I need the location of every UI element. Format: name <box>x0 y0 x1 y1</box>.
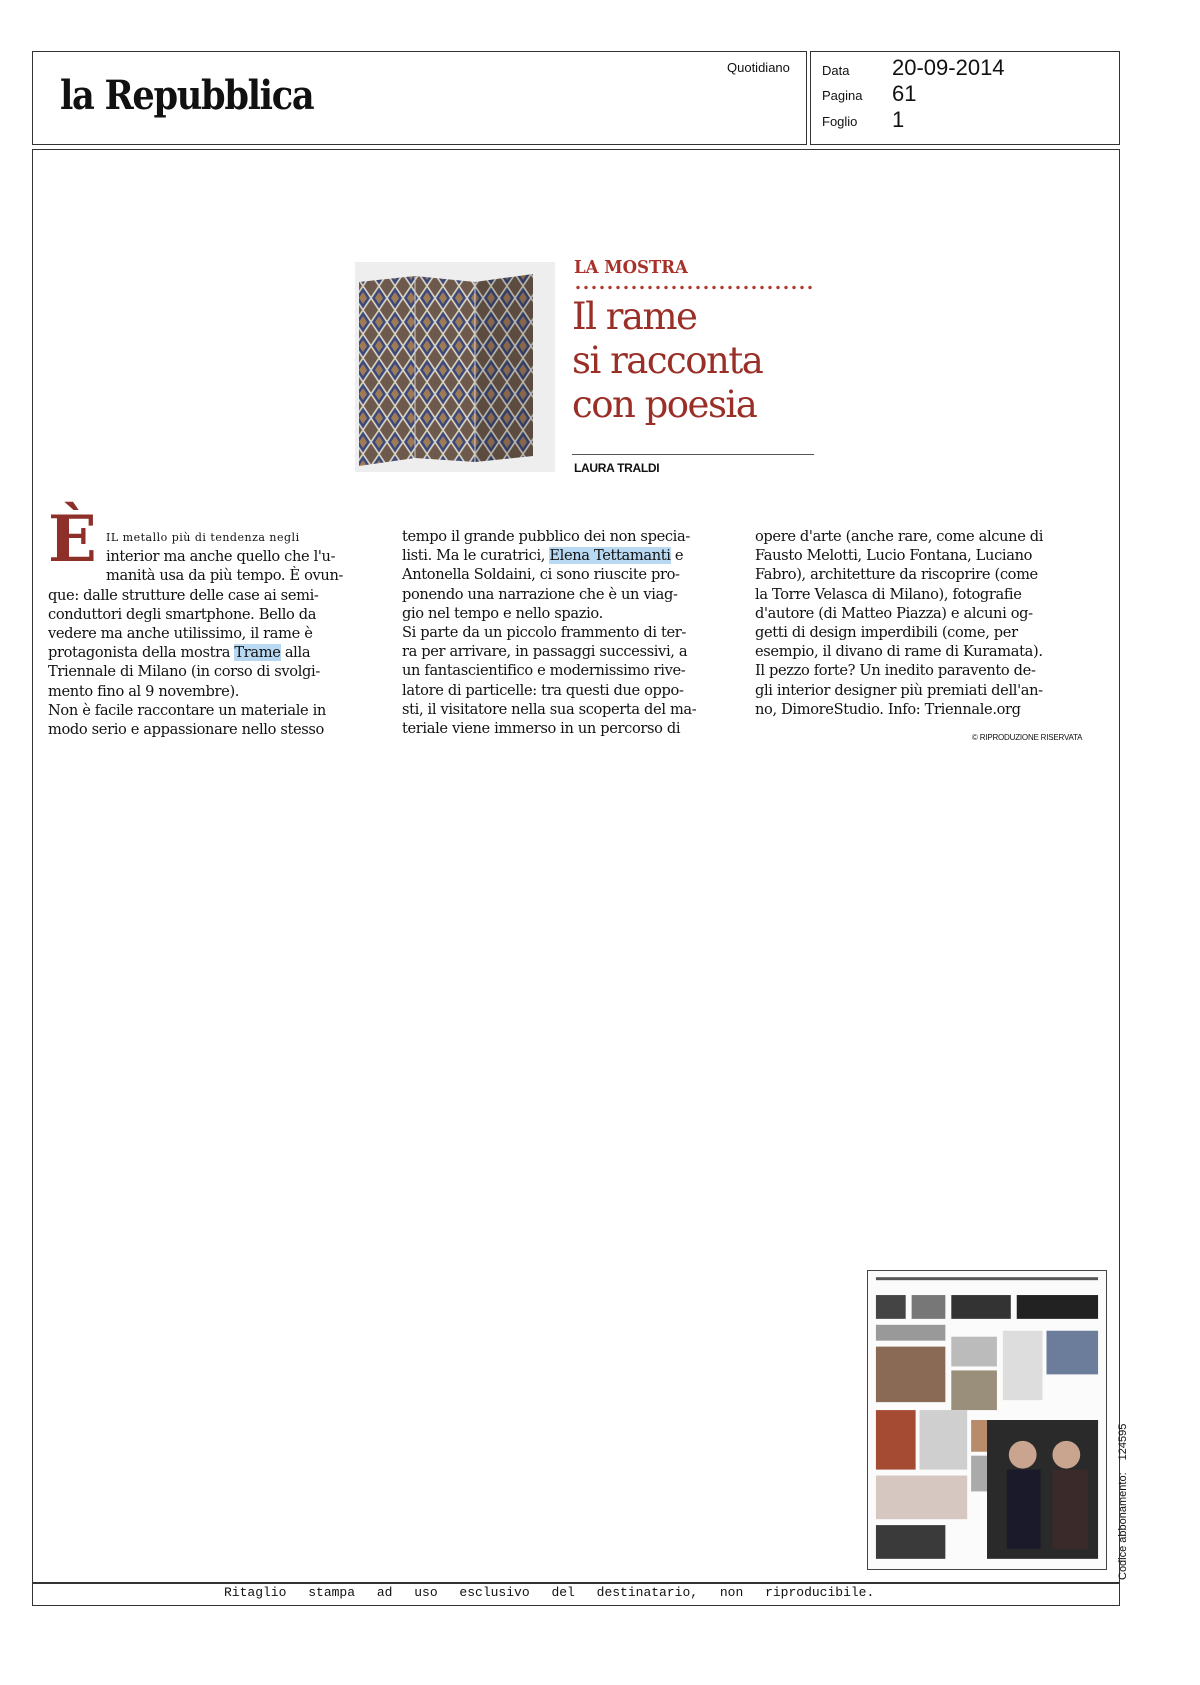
page-thumbnail <box>867 1270 1107 1570</box>
text-line: protagonista della mostra Trame alla <box>48 644 311 662</box>
text-line: que: dalle strutture delle case ai semi- <box>48 586 319 604</box>
sheet-label: Foglio <box>822 114 858 129</box>
text-line: Si parte da un piccolo frammento di ter- <box>402 624 686 642</box>
date-label: Data <box>822 63 850 78</box>
byline-rule <box>572 454 814 455</box>
date-value: 20-09-2014 <box>892 55 1005 80</box>
text-line: interior ma anche quello che l'u- <box>106 548 336 566</box>
text-line: gio nel tempo e nello spazio. <box>402 604 603 622</box>
article-byline: LAURA TRALDI <box>574 461 660 475</box>
text-line: mento fino al 9 novembre). <box>48 682 240 700</box>
dotted-separator <box>574 285 814 290</box>
headline-line: con poesia <box>572 383 757 426</box>
page-label: Pagina <box>822 88 863 103</box>
headline-line: si racconta <box>572 339 763 382</box>
highlighted-term: Trame <box>234 644 281 662</box>
text-line: vedere ma anche utilissimo, il rame è <box>48 625 313 643</box>
sheet-value: 1 <box>892 107 905 132</box>
publication-type: Quotidiano <box>727 60 790 75</box>
text-line: conduttori degli smartphone. Bello da <box>48 605 317 623</box>
drop-cap: È <box>48 502 97 577</box>
article-kicker: LA MOSTRA <box>574 257 688 278</box>
text-line: manità usa da più tempo. È ovun- <box>106 567 344 585</box>
text-line: IL metallo più di tendenza negli <box>106 531 300 544</box>
article-column-3 <box>755 527 1073 719</box>
highlighted-term: Elena Tettamanti <box>549 547 671 565</box>
subscription-code-label: Codice abbonamento: <box>1117 1472 1129 1580</box>
text-line: listi. Ma le curatrici, Elena Tettamanti e <box>402 547 684 565</box>
text-line: teriale viene immerso in un percorso di <box>402 720 681 738</box>
newspaper-logo: la Repubblica <box>60 72 314 119</box>
article-headline <box>572 295 762 427</box>
text-line: Il pezzo forte? Un inedito paravento de- <box>755 662 1036 680</box>
text-line: gli interior designer più premiati dell'an- <box>755 681 1043 699</box>
text-line: tempo il grande pubblico dei non specia- <box>402 528 690 545</box>
text-line: un fantascientifico e modernissimo rive- <box>402 662 686 680</box>
text-line: ra per arrivare, in passaggi successivi, a <box>402 643 688 661</box>
text-line: esempio, il divano di rame di Kuramata). <box>755 643 1043 661</box>
text-line: la Torre Velasca di Milano), fotografie <box>755 585 1022 603</box>
text-line: modo serio e appassionare nello stesso <box>48 721 324 739</box>
text-line: latore di particelle: tra questi due oppo- <box>402 681 684 699</box>
text-line: Non è facile raccontare un materiale in <box>48 701 326 719</box>
copyright-notice: © RIPRODUZIONE RISERVATA <box>972 733 1083 742</box>
footer-disclaimer: Ritaglio stampa ad uso esclusivo del destinatario, non riproducibile. <box>224 1585 875 1600</box>
page-value: 61 <box>892 81 917 106</box>
text-line: Fausto Melotti, Lucio Fontana, Luciano <box>755 547 1033 565</box>
subscription-code-value: 124595 <box>1117 1423 1129 1461</box>
text-line: Fabro), architetture da riscoprire (come <box>755 566 1038 584</box>
text-line: Antonella Soldaini, ci sono riuscite pro- <box>402 566 680 584</box>
text-line: no, DimoreStudio. Info: Triennale.org <box>755 700 1021 718</box>
copper-screen-photo <box>355 262 555 472</box>
text-line: sti, il visitatore nella sua scoperta del ma- <box>402 700 697 718</box>
subscription-code <box>1117 1424 1129 1580</box>
text-line: d'autore (di Matteo Piazza) e alcuni og- <box>755 604 1033 622</box>
text-line: Triennale di Milano (in corso di svolgi- <box>48 663 320 681</box>
headline-line: Il rame <box>572 295 697 338</box>
text-line: getti di design imperdibili (come, per <box>755 624 1018 642</box>
text-line: opere d'arte (anche rare, come alcune di <box>755 528 1044 545</box>
article-column-1 <box>48 527 366 739</box>
text-line: ponendo una narrazione che è un viag- <box>402 585 678 603</box>
article-column-2 <box>402 527 720 738</box>
